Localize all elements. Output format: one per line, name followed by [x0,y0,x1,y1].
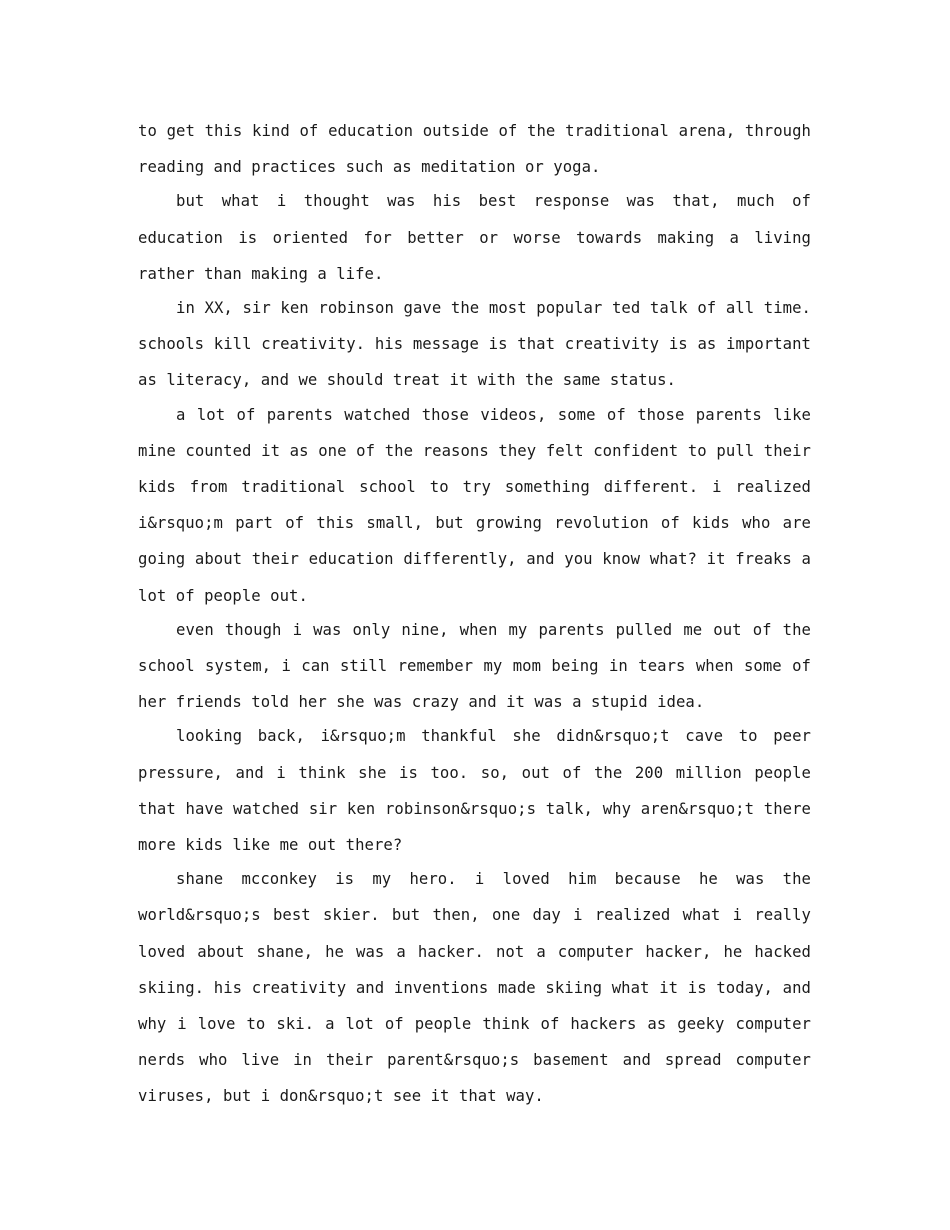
paragraph-4: a lot of parents watched those videos, some of those parents like mine counted it as one of the reasons they felt confident to pull their kids from traditional school to try something different. i realized i&rsquo;m part of this small, but growing revolution of kids who are going about their education differently, and you know what? it freaks a lot of people out. [138,405,811,605]
paragraph-1: to get this kind of education outside of the traditional arena, through reading and practices such as meditation or yoga. [138,122,811,177]
paragraph-2: but what i thought was his best response was that, much of education is oriented for better or worse towards making a living rather than making a life. [138,192,811,283]
paragraph-3: in XX, sir ken robinson gave the most popular ted talk of all time. schools kill creativity. his message is that creativity is as important as literacy, and we should treat it with the same status. [138,299,811,390]
body-text [138,113,811,1115]
paragraph-6: looking back, i&rsquo;m thankful she didn&rsquo;t cave to peer pressure, and i think she is too. so, out of the 200 million people that have watched sir ken robinson&rsquo;s talk, why aren&rsquo;t there more kids like me out there? [138,727,811,855]
paragraph-7: shane mcconkey is my hero. i loved him because he was the world&rsquo;s best skier. but then, one day i realized what i really loved about shane, he was a hacker. not a computer hacker, he hacked skiing. his creativity and inventions made skiing what it is today, and why i love to ski. a lot of people think of hackers as geeky computer nerds who live in their parent&rsquo;s basement and spread computer viruses, but i don&rsquo;t see it that way. [138,870,811,1106]
paragraph-5: even though i was only nine, when my parents pulled me out of the school system, i can still remember my mom being in tears when some of her friends told her she was crazy and it was a stupid idea. [138,620,811,712]
